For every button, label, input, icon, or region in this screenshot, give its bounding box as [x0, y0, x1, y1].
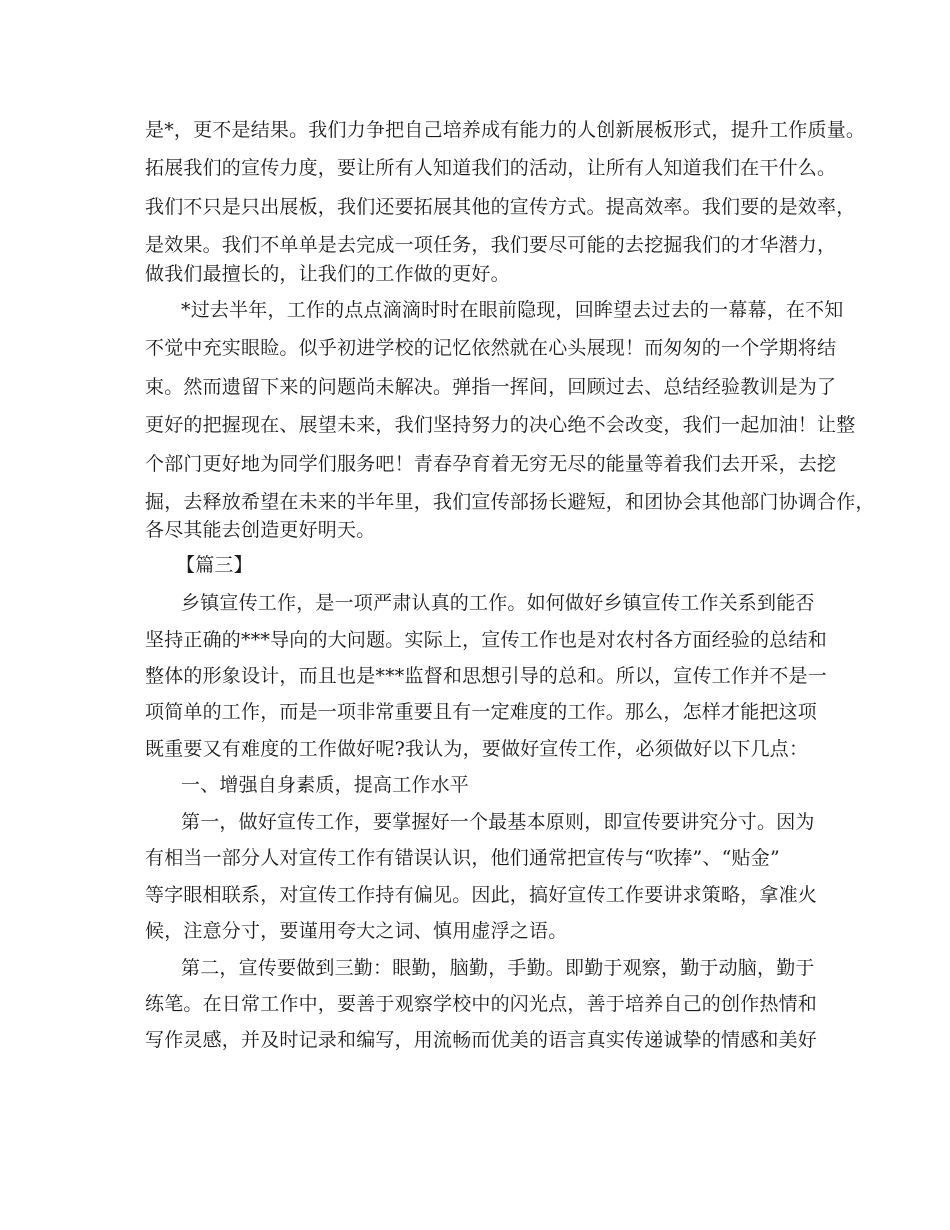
paragraph-1-line-2: 拓展我们的宣传力度，要让所有人知道我们的活动，让所有人知道我们在干什么。	[145, 157, 837, 179]
paragraph-3-line-2: 坚持正确的***导向的大问题。实际上，宣传工作也是对农村各方面经验的总结和	[145, 629, 827, 651]
paragraph-3-line-3: 整体的形象设计，而且也是***监督和思想引导的总和。所以，宣传工作并不是一	[145, 665, 827, 687]
paragraph-3-line-1: 乡镇宣传工作，是一项严肃认真的工作。如何做好乡镇宣传工作关系到能否	[181, 592, 815, 614]
paragraph-2-line-5: 个部门更好地为同学们服务吧！青春孕育着无穷无尽的能量等着我们去开采，去挖	[145, 453, 837, 475]
paragraph-2-line-7: 各尽其能去创造更好明天。	[145, 519, 376, 541]
paragraph-2-line-6: 掘，去释放希望在未来的半年里，我们宣传部扬长避短，和团协会其他部门协调合作，	[145, 491, 875, 513]
paragraph-5-line-1: 第二，宣传要做到三勤：眼勤，脑勤，手勤。即勤于观察，勤于动脑，勤于	[181, 957, 815, 979]
paragraph-2-line-4: 更好的把握现在、展望未来，我们坚持努力的决心绝不会改变，我们一起加油！让整	[145, 414, 856, 436]
paragraph-4-line-3: 等字眼相联系，对宣传工作持有偏见。因此，搞好宣传工作要讲求策略，拿准火	[145, 884, 818, 906]
paragraph-5-line-3: 写作灵感，并及时记录和编写，用流畅而优美的语言真实传递诚挚的情感和美好	[145, 1029, 818, 1051]
paragraph-3-line-4: 项简单的工作，而是一项非常重要且有一定难度的工作。那么，怎样才能把这项	[145, 701, 818, 723]
paragraph-3-line-5: 既重要又有难度的工作做好呢?我认为，要做好宣传工作，必须做好以下几点：	[145, 738, 809, 760]
subheading-1: 一、增强自身素质，提高工作水平	[181, 774, 470, 796]
paragraph-4-line-1: 第一，做好宣传工作，要掌握好一个最基本原则，即宣传要讲究分寸。因为	[181, 811, 815, 833]
paragraph-4-line-4: 候，注意分寸，要谨用夸大之词、慎用虚浮之语。	[145, 920, 568, 942]
paragraph-4-line-2: 有相当一部分人对宣传工作有错误认识，他们通常把宣传与“吹捧”、“贴金”	[145, 847, 780, 869]
paragraph-2-line-3: 束。然而遗留下来的问题尚未解决。弹指一挥间，回顾过去、总结经验教训是为了	[145, 376, 837, 398]
paragraph-1-line-4: 是效果。我们不单单是去完成一项任务，我们要尽可能的去挖掘我们的才华潜力，	[145, 234, 837, 256]
paragraph-2-line-2: 不觉中充实眼睑。似乎初进学校的记忆依然就在心头展现！而匆匆的一个学期将结	[145, 337, 837, 359]
paragraph-1-line-1: 是*，更不是结果。我们力争把自己培养成有能力的人创新展板形式，提升工作质量。	[145, 119, 866, 141]
paragraph-1-line-3: 我们不只是只出展板，我们还要拓展其他的宣传方式。提高效率。我们要的是效率，	[145, 196, 856, 218]
paragraph-5-line-2: 练笔。在日常工作中，要善于观察学校中的闪光点，善于培养自己的创作热情和	[145, 993, 818, 1015]
section-heading: 【篇三】	[176, 554, 253, 576]
paragraph-1-line-5: 做我们最擅长的，让我们的工作做的更好。	[145, 263, 510, 285]
paragraph-2-line-1: *过去半年，工作的点点滴滴时时在眼前隐现，回眸望去过去的一幕幕，在不知	[181, 299, 844, 321]
